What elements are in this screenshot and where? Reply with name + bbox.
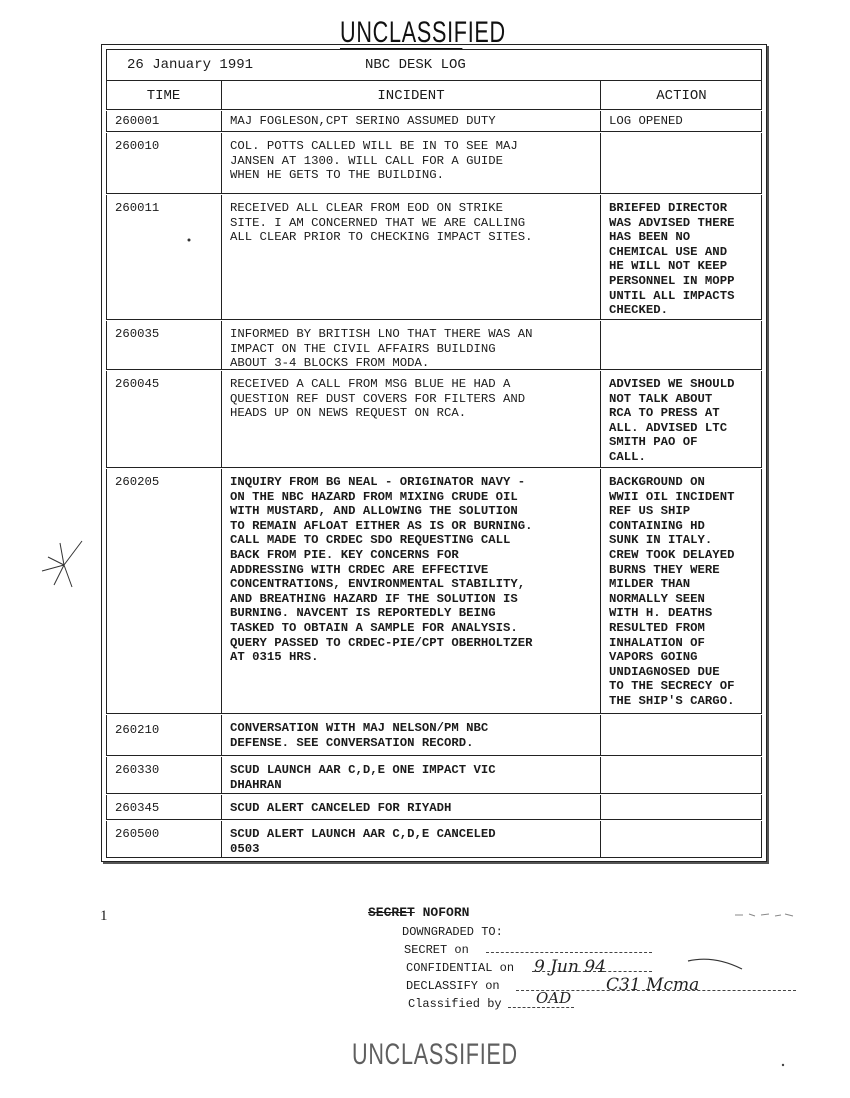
row-time: 260045 bbox=[115, 377, 160, 391]
downgraded-to-label: DOWNGRADED TO: bbox=[402, 925, 503, 939]
row-action: BRIEFED DIRECTOR WAS ADVISED THERE HAS BEEN NO CHEMICAL USE AND HE WILL NOT KEEP PERSONNEL IN MOPP UNTIL ALL IMPACTS CHECKED. bbox=[609, 201, 735, 318]
row-time: 260210 bbox=[115, 723, 160, 737]
pen-stroke bbox=[686, 951, 746, 975]
table-row bbox=[106, 133, 762, 194]
row-incident: SCUD ALERT CANCELED FOR RIYADH bbox=[230, 801, 452, 815]
log-date: 26 January 1991 bbox=[127, 57, 254, 73]
column-header-time: TIME bbox=[146, 88, 181, 104]
declassify-on-label: DECLASSIFY on bbox=[406, 979, 500, 993]
row-incident: INFORMED BY BRITISH LNO THAT THERE WAS AN IMPACT ON THE CIVIL AFFAIRS BUILDING ABOUT 3-4 BLOCKS FROM MODA. bbox=[230, 327, 533, 371]
secret-on-line bbox=[486, 952, 652, 953]
margin-scribble-mark bbox=[38, 535, 88, 595]
authority-handwritten: C31 Mcma bbox=[606, 975, 700, 995]
row-time: 260001 bbox=[115, 114, 160, 128]
table-row bbox=[106, 821, 762, 858]
row-time: 260010 bbox=[115, 139, 160, 153]
row-incident: INQUIRY FROM BG NEAL - ORIGINATOR NAVY - ON THE NBC HAZARD FROM MIXING CRUDE OIL WITH MUSTARD, AND ALLOWING THE SOLUTION TO REMAIN AFLOAT EITHER AS IS OR BURNING. CALL MADE TO CRDEC SDO REQUESTING CALL BACK FROM PIE. KEY CONCERNS FOR ADDRESSING WITH CRDEC ARE EFFECTIVE CONCENTRATIONS, ENVIRONMENTAL STABILITY, AND BREATHING HAZARD IF THE SOLUTION IS BURNING. NAVCENT IS REPORTEDLY BEING TASKED TO OBTAIN A SAMPLE FOR ANALYSIS. QUERY PASSED TO CRDEC-PIE/CPT OBERHOLTZER AT 0315 HRS. bbox=[230, 475, 533, 665]
row-incident: COL. POTTS CALLED WILL BE IN TO SEE MAJ JANSEN AT 1300. WILL CALL FOR A GUIDE WHEN HE GETS TO THE BUILDING. bbox=[230, 139, 518, 183]
scan-noise bbox=[735, 910, 795, 920]
classified-by-label: Classified by bbox=[408, 997, 502, 1011]
row-time: 260011 bbox=[115, 201, 160, 215]
desk-log-table bbox=[101, 44, 767, 862]
table-row bbox=[106, 321, 762, 370]
table-row bbox=[106, 795, 762, 820]
row-time: 260345 bbox=[115, 801, 160, 815]
scan-speck bbox=[186, 237, 192, 243]
secret-on-label: SECRET on bbox=[404, 943, 469, 957]
bottom-classification-stamp: UNCLASSIFIED bbox=[352, 1038, 518, 1071]
row-time: 260500 bbox=[115, 827, 160, 841]
row-action: BACKGROUND ON WWII OIL INCIDENT REF US SHIP CONTAINING HD SUNK IN ITALY. CREW TOOK DELAYED BURNS THEY WERE MILDER THAN NORMALLY SEEN WITH H. DEATHS RESULTED FROM INHALATION OF VAPORS GOING UNDIAGNOSED DUE TO THE SECRECY OF THE SHIP'S CARGO. bbox=[609, 475, 735, 708]
column-header-row bbox=[106, 81, 762, 110]
confidential-date-handwritten: 9 Jun 94 bbox=[534, 957, 606, 977]
table-row bbox=[106, 195, 762, 320]
page-number: 1 bbox=[100, 908, 108, 924]
classified-by-handwritten: OAD bbox=[536, 989, 572, 1007]
column-header-action: ACTION bbox=[600, 81, 762, 109]
confidential-on-label: CONFIDENTIAL on bbox=[406, 961, 515, 975]
row-time: 260330 bbox=[115, 763, 160, 777]
log-header-row bbox=[106, 49, 762, 81]
top-classification-stamp: UNCLASSIFIED bbox=[340, 16, 506, 49]
row-incident: SCUD LAUNCH AAR C,D,E ONE IMPACT VIC DHAHRAN bbox=[230, 763, 496, 792]
table-row bbox=[106, 469, 762, 714]
row-incident: MAJ FOGLESON,CPT SERINO ASSUMED DUTY bbox=[230, 114, 496, 128]
row-incident: RECEIVED A CALL FROM MSG BLUE HE HAD A QUESTION REF DUST COVERS FOR FILTERS AND HEADS UP ON NEWS REQUEST ON RCA. bbox=[230, 377, 526, 421]
row-time: 260035 bbox=[115, 327, 160, 341]
table-row bbox=[106, 757, 762, 794]
classified-by-line bbox=[508, 1007, 574, 1008]
row-incident: RECEIVED ALL CLEAR FROM EOD ON STRIKE SITE. I AM CONCERNED THAT WE ARE CALLING ALL CLEAR PRIOR TO CHECKING IMPACT SITES. bbox=[230, 201, 533, 245]
row-time: 260205 bbox=[115, 475, 160, 489]
table-row bbox=[106, 371, 762, 468]
table-row bbox=[106, 715, 762, 756]
log-title: NBC DESK LOG bbox=[365, 57, 466, 73]
scan-speck bbox=[780, 1062, 786, 1068]
row-action: ADVISED WE SHOULD NOT TALK ABOUT RCA TO PRESS AT ALL. ADVISED LTC SMITH PAO OF CALL. bbox=[609, 377, 735, 464]
row-action: LOG OPENED bbox=[609, 114, 683, 128]
table-row bbox=[106, 111, 762, 132]
row-incident: SCUD ALERT LAUNCH AAR C,D,E CANCELED 0503 bbox=[230, 827, 496, 856]
struck-classification: SECRET bbox=[368, 905, 415, 920]
row-incident: CONVERSATION WITH MAJ NELSON/PM NBC DEFENSE. SEE CONVERSATION RECORD. bbox=[230, 721, 489, 750]
column-header-incident: INCIDENT bbox=[221, 81, 600, 109]
classification-caveat: NOFORN bbox=[422, 905, 470, 920]
